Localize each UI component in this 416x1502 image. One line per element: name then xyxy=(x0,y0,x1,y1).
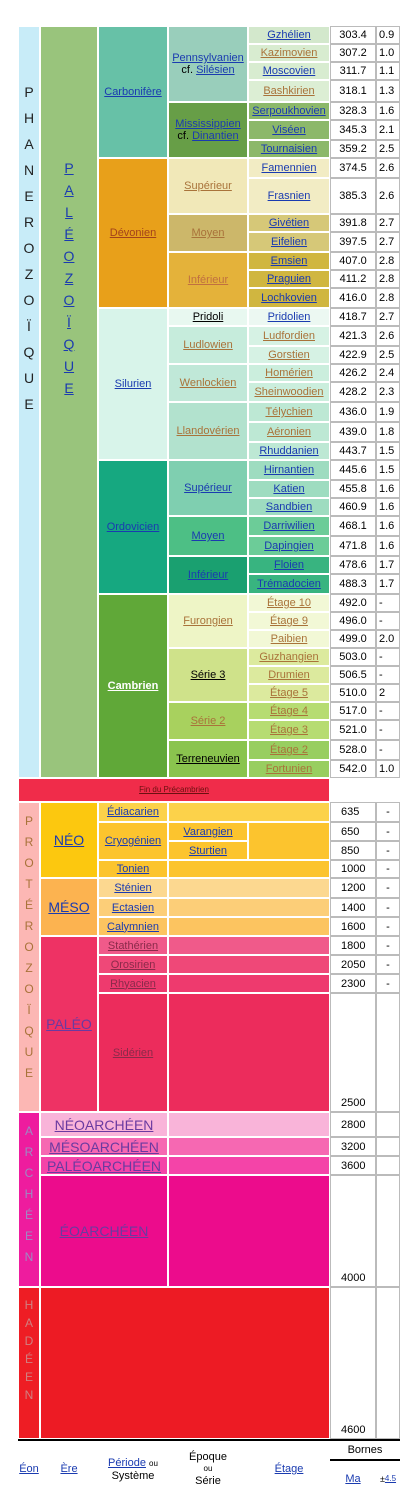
borne-ma: 443.7 xyxy=(330,442,376,460)
etage-25[interactable]: Darriwilien xyxy=(248,516,330,536)
borne-incertitude: - xyxy=(376,822,400,841)
epoch-terreneuvien[interactable]: Terreneuvien xyxy=(168,740,248,778)
eon-archeen-letter: H xyxy=(24,1187,34,1201)
eon-phanerozoique-letter: Ï xyxy=(27,318,31,334)
etage-12[interactable]: Praguien xyxy=(248,270,330,288)
period-stenien[interactable]: Sténien xyxy=(98,878,168,898)
period-rhyacien[interactable]: Rhyacien xyxy=(98,974,168,993)
eon-phanerozoique-letter: E xyxy=(24,396,34,412)
borne-incertitude: - xyxy=(376,878,400,898)
epoch-moyen-ordovicien[interactable]: Moyen xyxy=(168,516,248,556)
borne-incertitude: 1.6 xyxy=(376,536,400,556)
borne-incertitude: 2.1 xyxy=(376,120,400,140)
ere-paleozoique-letter: O xyxy=(63,292,75,308)
borne-ma: 499.0 xyxy=(330,630,376,648)
epoch-mississippien xyxy=(168,102,248,158)
borne-incertitude: - xyxy=(376,802,400,822)
borne-ma: 521.0 xyxy=(330,720,376,740)
eon-phanerozoique-letter: Z xyxy=(24,266,34,282)
borne-ma: 471.8 xyxy=(330,536,376,556)
borne-incertitude: 1.3 xyxy=(376,80,400,102)
neoarcheen-rest xyxy=(168,1112,330,1137)
mesoarcheen-rest xyxy=(168,1137,330,1156)
borne-incertitude: 1.7 xyxy=(376,556,400,574)
borne-incertitude: 1.5 xyxy=(376,460,400,480)
etage-29[interactable]: Étage 10 xyxy=(248,594,330,612)
eon-proterozoique-letter: E xyxy=(24,1066,33,1080)
borne-ma: 385.3 xyxy=(330,178,376,214)
borne-ma: 517.0 xyxy=(330,702,376,720)
borne-incertitude: 1.6 xyxy=(376,102,400,120)
borne-ma: 328.3 xyxy=(330,102,376,120)
ere-paleozoique-letter: Z xyxy=(64,270,74,286)
ere-paleozoique-letter: P xyxy=(64,160,74,176)
eon-proterozoique-letter: O xyxy=(24,940,34,954)
eon-archeen[interactable] xyxy=(18,1112,40,1287)
etage-38[interactable]: Fortunien xyxy=(248,760,330,778)
cf-label: cf. xyxy=(177,130,190,142)
borne-incertitude: 2.4 xyxy=(376,364,400,382)
etage-17[interactable]: Homérien xyxy=(248,364,330,382)
eon-phanerozoique-letter: R xyxy=(23,214,35,230)
etage-10[interactable]: Eifelien xyxy=(248,232,330,252)
borne-ma: 1800 xyxy=(330,936,376,955)
eon-proterozoique-letter: U xyxy=(24,1045,34,1059)
etage-36[interactable]: Étage 3 xyxy=(248,720,330,740)
borne-incertitude xyxy=(376,1156,400,1175)
borne-incertitude: 2.5 xyxy=(376,346,400,364)
epoch-serie3[interactable]: Série 3 xyxy=(168,648,248,702)
borne-incertitude: 1.8 xyxy=(376,422,400,442)
eon-phanerozoique-letter: N xyxy=(23,162,35,178)
calymnien-epoch xyxy=(168,917,330,936)
paleoarcheen-rest xyxy=(168,1156,330,1175)
etage-19[interactable]: Télychien xyxy=(248,402,330,422)
borne-incertitude: - xyxy=(376,594,400,612)
eon-hadeen-letter: É xyxy=(24,1352,33,1366)
eon-hadeen-letter: N xyxy=(24,1388,34,1402)
borne-incertitude: - xyxy=(376,841,400,860)
etage-1[interactable]: Kazimovien xyxy=(248,44,330,62)
hadeen-block xyxy=(40,1287,330,1439)
borne-incertitude xyxy=(376,1112,400,1137)
borne-ma: 391.8 xyxy=(330,214,376,232)
borne-incertitude: 2.7 xyxy=(376,232,400,252)
borne-ma: 510.0 xyxy=(330,684,376,702)
borne-incertitude: 1.6 xyxy=(376,498,400,516)
silesien-link[interactable]: Silésien xyxy=(196,64,235,76)
etage-15[interactable]: Ludfordien xyxy=(248,326,330,346)
borne-ma: 468.1 xyxy=(330,516,376,536)
borne-incertitude: 2.5 xyxy=(376,140,400,158)
period-silurien[interactable]: Silurien xyxy=(98,308,168,460)
eon-hadeen-letter: H xyxy=(24,1298,34,1312)
etage-6[interactable]: Tournaisien xyxy=(248,140,330,158)
etage-35[interactable]: Étage 4 xyxy=(248,702,330,720)
borne-ma: 503.0 xyxy=(330,648,376,666)
eon-phanerozoique-letter: O xyxy=(23,292,35,308)
borne-ma: 303.4 xyxy=(330,26,376,44)
eon-phanerozoique-letter: U xyxy=(23,370,35,386)
borne-ma: 496.0 xyxy=(330,612,376,630)
borne-ma: 311.7 xyxy=(330,62,376,80)
epoch-sturtien[interactable]: Sturtien xyxy=(168,841,248,860)
etage-33[interactable]: Drumien xyxy=(248,666,330,684)
epoch-superieur-devonien[interactable]: Supérieur xyxy=(168,158,248,214)
footer-ma[interactable]: Ma xyxy=(345,1473,361,1485)
borne-incertitude: 2.6 xyxy=(376,326,400,346)
eon-proterozoique-letter: O xyxy=(24,982,34,996)
etage-7[interactable]: Famennien xyxy=(248,158,330,178)
borne-ma: 1200 xyxy=(330,878,376,898)
etage-27[interactable]: Floien xyxy=(248,556,330,574)
epoch-inferieur-devonien[interactable]: Inférieur xyxy=(168,252,248,308)
borne-incertitude: - xyxy=(376,860,400,878)
ectasien-epoch xyxy=(168,898,330,917)
etage-16[interactable]: Gorstien xyxy=(248,346,330,364)
epoch-inferieur-ordovicien[interactable]: Inférieur xyxy=(168,556,248,594)
borne-incertitude: - xyxy=(376,720,400,740)
orosirien-epoch xyxy=(168,955,330,974)
ere-paleozoique-letter: O xyxy=(63,248,75,264)
period-statherien[interactable]: Stathérien xyxy=(98,936,168,955)
borne-incertitude: 2.8 xyxy=(376,288,400,308)
borne-incertitude: 2.7 xyxy=(376,214,400,232)
borne-ma: 542.0 xyxy=(330,760,376,778)
borne-ma: 635 xyxy=(330,802,376,822)
eon-archeen-letter: É xyxy=(24,1208,33,1222)
borne-incertitude: 1.0 xyxy=(376,44,400,62)
eon-proterozoique[interactable] xyxy=(18,802,40,1112)
eon-proterozoique-letter: O xyxy=(24,856,34,870)
eon-hadeen[interactable] xyxy=(18,1287,40,1439)
ere-paleozoique-letter: A xyxy=(64,182,74,198)
borne-ma: 422.9 xyxy=(330,346,376,364)
borne-incertitude: - xyxy=(376,648,400,666)
borne-ma: 318.1 xyxy=(330,80,376,102)
footer-epoque: Époque ou Série xyxy=(189,1451,227,1487)
eon-phanerozoique-letter: P xyxy=(24,84,34,100)
borne-ma: 1600 xyxy=(330,917,376,936)
borne-ma: 436.0 xyxy=(330,402,376,422)
borne-incertitude: 2 xyxy=(376,684,400,702)
period-ectasien[interactable]: Ectasien xyxy=(98,898,168,917)
borne-incertitude: 2.8 xyxy=(376,270,400,288)
borne-incertitude: - xyxy=(376,917,400,936)
footer-pm: ± 4.5 xyxy=(379,1474,397,1484)
etage-18[interactable]: Sheinwoodien xyxy=(248,382,330,402)
etage-23[interactable]: Katien xyxy=(248,480,330,498)
borne-incertitude: 2.0 xyxy=(376,630,400,648)
ere-neoarcheen[interactable]: NÉOARCHÉEN xyxy=(40,1112,168,1137)
borne-incertitude: 1.0 xyxy=(376,760,400,778)
borne-ma: 2800 xyxy=(330,1112,376,1137)
borne-ma: 506.5 xyxy=(330,666,376,684)
ere-meso[interactable]: MÉSO xyxy=(40,878,98,936)
ere-paleozoique-letter: U xyxy=(63,358,75,374)
period-cambrien[interactable]: Cambrien xyxy=(98,594,168,778)
epoch-moyen-devonien[interactable]: Moyen xyxy=(168,214,248,252)
borne-ma: 492.0 xyxy=(330,594,376,612)
period-carbonifere[interactable]: Carbonifère xyxy=(98,26,168,158)
eoarcheen-rest xyxy=(168,1175,330,1287)
borne-incertitude: - xyxy=(376,740,400,760)
footer-bornes: Bornes xyxy=(347,1444,383,1456)
borne-incertitude: - xyxy=(376,974,400,993)
ere-paleozoique-letter: E xyxy=(64,380,74,396)
borne-ma: 418.7 xyxy=(330,308,376,326)
ere-paleozoique-letter: L xyxy=(65,204,73,220)
period-devonien[interactable]: Dévonien xyxy=(98,158,168,308)
period-ediacarien[interactable]: Édiacarien xyxy=(98,802,168,822)
epoch-varangien[interactable]: Varangien xyxy=(168,822,248,841)
borne-incertitude: 2.6 xyxy=(376,178,400,214)
periode-link[interactable]: Période xyxy=(108,1456,146,1469)
borne-ma: 4600 xyxy=(330,1287,376,1439)
epoch-llandoverien[interactable]: Llandovérien xyxy=(168,402,248,460)
epoch-furongien[interactable]: Furongien xyxy=(168,594,248,648)
eon-proterozoique-letter: R xyxy=(24,835,34,849)
eon-hadeen-letter: D xyxy=(24,1334,34,1348)
footer-periode: Période ou Système xyxy=(108,1456,158,1482)
eon-phanerozoique-letter: O xyxy=(23,240,35,256)
siderien-epoch xyxy=(168,993,330,1112)
footer-eon[interactable]: Éon xyxy=(19,1463,39,1475)
etage-34[interactable]: Étage 5 xyxy=(248,684,330,702)
epoch-pennsylvanien xyxy=(168,26,248,102)
borne-ma: 650 xyxy=(330,822,376,841)
borne-incertitude: 2.6 xyxy=(376,158,400,178)
period-tonien[interactable]: Tonien xyxy=(98,860,168,878)
borne-incertitude: - xyxy=(376,936,400,955)
ere-paleozoique-letter: Ï xyxy=(67,314,71,330)
eon-archeen-letter: C xyxy=(24,1166,34,1180)
ere-paleoarcheen[interactable]: PALÉOARCHÉEN xyxy=(40,1156,168,1175)
eon-proterozoique-letter: Z xyxy=(25,961,33,975)
epoch-superieur-ordovicien[interactable]: Supérieur xyxy=(168,460,248,516)
eon-archeen-letter: A xyxy=(24,1124,33,1138)
etage-26[interactable]: Dapingien xyxy=(248,536,330,556)
borne-ma: 407.0 xyxy=(330,252,376,270)
cryogenien-etage xyxy=(248,822,330,860)
eon-phanerozoique-letter: H xyxy=(23,110,35,126)
eon-phanerozoique xyxy=(18,26,40,778)
footer-ere[interactable]: Ère xyxy=(60,1463,78,1475)
ere-paleozoique-letter: Q xyxy=(63,336,75,352)
epoch-pridoli[interactable]: Pridoli xyxy=(168,308,248,326)
etage-32[interactable]: Guzhangien xyxy=(248,648,330,666)
eon-phanerozoique-letter: E xyxy=(24,188,34,204)
borne-ma: 421.3 xyxy=(330,326,376,346)
eon-proterozoique-letter: Ï xyxy=(27,1003,31,1017)
ere-mesoarcheen[interactable]: MÉSOARCHÉEN xyxy=(40,1137,168,1156)
eon-archeen-letter: N xyxy=(24,1250,34,1264)
eon-proterozoique-letter: Q xyxy=(24,1024,34,1038)
borne-incertitude: 0.9 xyxy=(376,26,400,44)
borne-ma: 455.8 xyxy=(330,480,376,498)
borne-incertitude xyxy=(376,1175,400,1287)
borne-incertitude: 2.7 xyxy=(376,308,400,326)
borne-incertitude: - xyxy=(376,666,400,684)
eon-hadeen-letter: A xyxy=(24,1316,33,1330)
statherien-epoch xyxy=(168,936,330,955)
etage-21[interactable]: Rhuddanien xyxy=(248,442,330,460)
eon-archeen-letter: E xyxy=(24,1229,33,1243)
pennsylvanien-link[interactable]: Pennsylvanien xyxy=(172,52,244,64)
borne-ma: 488.3 xyxy=(330,574,376,594)
borne-incertitude: 1.7 xyxy=(376,574,400,594)
stenien-epoch xyxy=(168,878,330,898)
etage-14[interactable]: Pridolien xyxy=(248,308,330,326)
borne-ma: 2300 xyxy=(330,974,376,993)
cf-label: cf. xyxy=(181,64,194,76)
etage-11[interactable]: Emsien xyxy=(248,252,330,270)
borne-ma: 850 xyxy=(330,841,376,860)
borne-ma: 307.2 xyxy=(330,44,376,62)
borne-incertitude xyxy=(376,1287,400,1439)
eon-archeen-letter: R xyxy=(24,1145,34,1159)
borne-incertitude: 1.6 xyxy=(376,516,400,536)
footer-etage[interactable]: Étage xyxy=(274,1463,304,1475)
borne-ma: 439.0 xyxy=(330,422,376,442)
borne-ma: 1400 xyxy=(330,898,376,917)
period-ordovicien[interactable]: Ordovicien xyxy=(98,460,168,594)
tonien-epoch xyxy=(168,860,330,878)
borne-ma: 426.2 xyxy=(330,364,376,382)
borne-incertitude: 1.1 xyxy=(376,62,400,80)
eon-proterozoique-letter: É xyxy=(24,898,33,912)
ediacarien-epoch xyxy=(168,802,330,822)
borne-incertitude xyxy=(376,993,400,1112)
period-calymnien[interactable]: Calymnien xyxy=(98,917,168,936)
etage-13[interactable]: Lochkovien xyxy=(248,288,330,308)
period-cryogenien[interactable]: Cryogénien xyxy=(98,822,168,860)
etage-28[interactable]: Trémadocien xyxy=(248,574,330,594)
borne-ma: 2050 xyxy=(330,955,376,974)
etage-9[interactable]: Givétien xyxy=(248,214,330,232)
etage-20[interactable]: Aéronien xyxy=(248,422,330,442)
borne-incertitude: 1.5 xyxy=(376,442,400,460)
borne-incertitude: - xyxy=(376,612,400,630)
mississippien-link[interactable]: Mississippien xyxy=(175,118,241,130)
borne-ma: 4000 xyxy=(330,1175,376,1287)
epoch-serie2[interactable]: Série 2 xyxy=(168,702,248,740)
ere-paleozoique-letter: É xyxy=(64,226,74,242)
borne-incertitude xyxy=(376,1137,400,1156)
borne-ma: 3600 xyxy=(330,1156,376,1175)
borne-incertitude: 1.9 xyxy=(376,402,400,422)
rhyacien-epoch xyxy=(168,974,330,993)
borne-ma: 345.3 xyxy=(330,120,376,140)
dinantien-link[interactable]: Dinantien xyxy=(192,130,239,142)
borne-ma: 2500 xyxy=(330,993,376,1112)
etage-4[interactable]: Serpoukhovien xyxy=(248,102,330,120)
etage-2[interactable]: Moscovien xyxy=(248,62,330,80)
borne-incertitude: 1.6 xyxy=(376,480,400,498)
eon-phanerozoique-letter: Q xyxy=(23,344,35,360)
borne-ma: 411.2 xyxy=(330,270,376,288)
borne-incertitude: 2.8 xyxy=(376,252,400,270)
etage-8[interactable]: Frasnien xyxy=(248,178,330,214)
etage-30[interactable]: Étage 9 xyxy=(248,612,330,630)
borne-incertitude: 2.3 xyxy=(376,382,400,402)
borne-ma: 416.0 xyxy=(330,288,376,308)
etage-5[interactable]: Viséen xyxy=(248,120,330,140)
eon-hadeen-letter: E xyxy=(24,1370,33,1384)
etage-31[interactable]: Paibien xyxy=(248,630,330,648)
eon-proterozoique-letter: P xyxy=(24,814,33,828)
borne-incertitude: - xyxy=(376,702,400,720)
epoch-ludlowien[interactable]: Ludlowien xyxy=(168,326,248,364)
borne-ma: 397.5 xyxy=(330,232,376,252)
etage-37[interactable]: Étage 2 xyxy=(248,740,330,760)
borne-ma: 445.6 xyxy=(330,460,376,480)
borne-ma: 374.5 xyxy=(330,158,376,178)
borne-ma: 478.6 xyxy=(330,556,376,574)
ere-paleozoique[interactable] xyxy=(40,26,98,778)
borne-ma: 1000 xyxy=(330,860,376,878)
etage-0[interactable]: Gzhélien xyxy=(248,26,330,44)
banner-fin-precambrien[interactable]: Fin du Précambrien xyxy=(18,778,330,802)
ere-neo[interactable]: NÉO xyxy=(40,802,98,878)
borne-ma: 428.2 xyxy=(330,382,376,402)
ere-paleo[interactable]: PALÉO xyxy=(40,936,98,1112)
eon-phanerozoique-letter: A xyxy=(24,136,34,152)
ere-eoarcheen[interactable]: ÉOARCHÉEN xyxy=(40,1175,168,1287)
borne-ma: 460.9 xyxy=(330,498,376,516)
borne-ma: 359.2 xyxy=(330,140,376,158)
eon-proterozoique-letter: T xyxy=(25,877,33,891)
period-orosirien[interactable]: Orosirien xyxy=(98,955,168,974)
etage-24[interactable]: Sandbien xyxy=(248,498,330,516)
period-siderien[interactable]: Sidérien xyxy=(98,993,168,1112)
borne-incertitude: - xyxy=(376,955,400,974)
borne-ma: 3200 xyxy=(330,1137,376,1156)
borne-ma: 528.0 xyxy=(330,740,376,760)
etage-22[interactable]: Hirnantien xyxy=(248,460,330,480)
etage-3[interactable]: Bashkirien xyxy=(248,80,330,102)
eon-proterozoique-letter: R xyxy=(24,919,34,933)
borne-incertitude: - xyxy=(376,898,400,917)
epoch-wenlockien[interactable]: Wenlockien xyxy=(168,364,248,402)
